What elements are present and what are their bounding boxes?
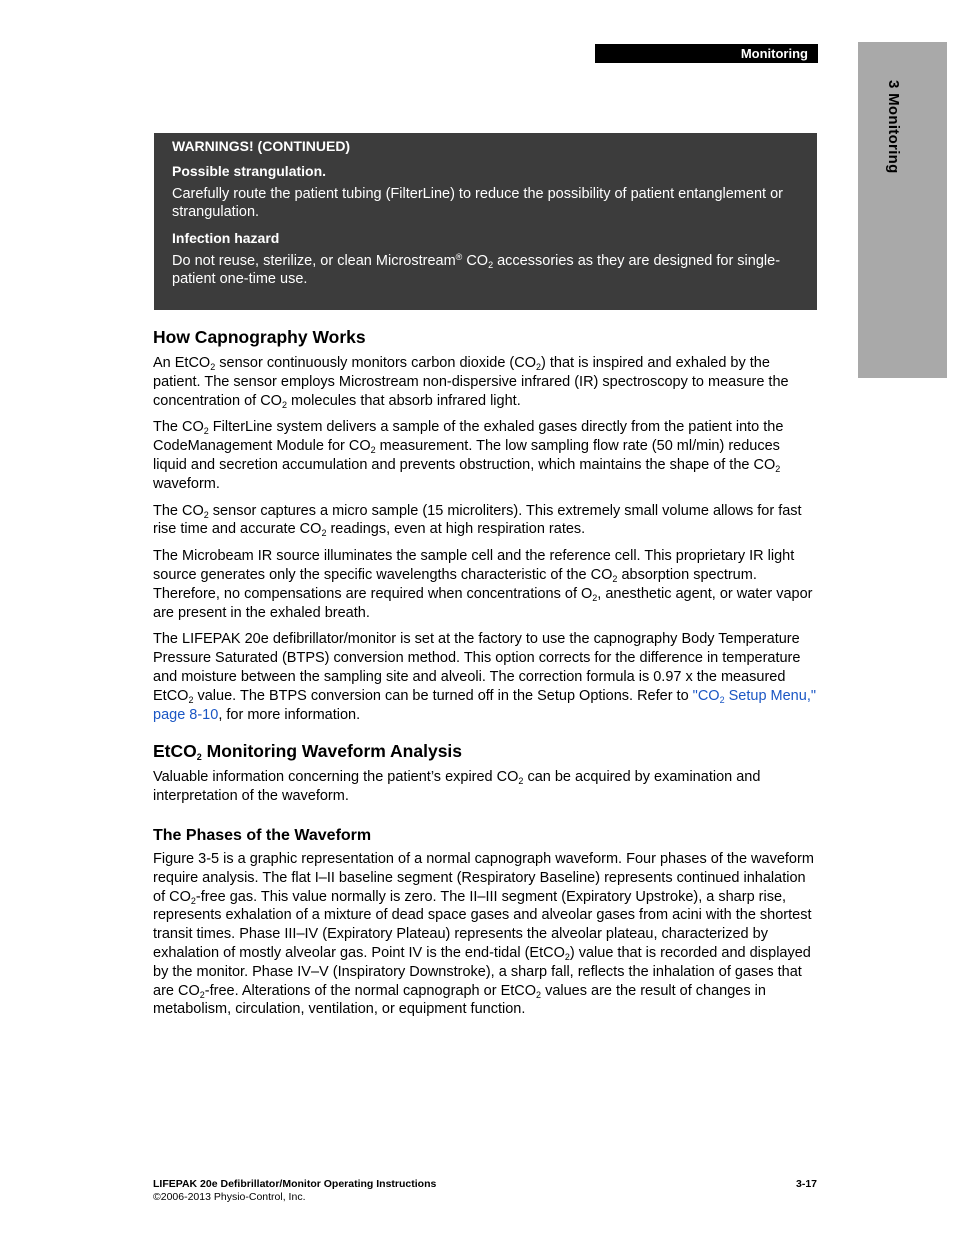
paragraph: The $CO_2$ FilterLine system delivers a sample of the exhaled gases directly from the patient into the CodeManagement Module for $CO_2$ measurement. The low sampling flow rate (50 ml/min) reduces liquid and secretion accumulation and prevents obstruction, which maintains the shape of the $CO_2$ waveform.	[153, 419, 784, 492]
paragraph: The $CO_2$ sensor captures a micro sample (15 microliters). This extremely small volume allows for fast rise time and accurate $CO_2$ readings, even at high respiration rates.	[153, 502, 802, 539]
warning-heading: WARNINGS! (CONTINUED)	[172, 138, 351, 154]
paragraph: Valuable information concerning the patient’s expired $CO_2$ can be acquired by examination and interpretation of the waveform.	[153, 769, 761, 805]
page-number: 3-17	[795, 1178, 817, 1190]
warning-item-title: Possible strangulation.	[172, 163, 327, 179]
subsection-heading: The Phases of the Waveform	[153, 826, 372, 844]
section-header-bar: Monitoring	[595, 44, 818, 63]
chapter-tab	[858, 42, 947, 378]
footer-title: LIFEPAK 20e Defibrillator/Monitor Operating Instructions	[153, 1178, 437, 1190]
chapter-tab-label: 3 Monitoring	[885, 80, 902, 174]
warning-item-title: Infection hazard	[172, 230, 280, 246]
setup-menu-link[interactable]: "$CO_2$ Setup Menu," page 8-10	[153, 687, 816, 723]
paragraph: The Microbeam IR source illuminates the sample cell and the reference cell. This proprietary IR light source generates only the specific wavelengths characteristic of the $CO_2$ absorption spectrum. Therefore, no compensations are required when concentrations of $O_2$, anesthetic agent, or water vapor are present in the exhaled breath.	[153, 548, 813, 621]
page-footer	[153, 1178, 817, 1204]
warning-item-text: Carefully route the patient tubing (FilterLine) to reduce the possibility of patient entanglement or strangulation.	[172, 186, 783, 220]
main-content	[153, 326, 817, 1027]
paragraph: Figure 3-5 is a graphic representation of a normal capnograph waveform. Four phases of the waveform require analysis. The flat I–II baseline segment (Respiratory Baseline) represents continued inhalation of $CO_2$-free gas. This value normally is zero. The II–III segment (Expiratory Upstroke), a sharp rise, represents exhalation of a mixture of dead space gases and alveolar gases from acini with the shortest transit times. Phase III–IV (Expiratory Plateau) represents the alveolar plateau, characterized by exhalation of mostly alveolar gas. Point IV is the end-tidal (EtCO$_2$) value that is recorded and displayed by the monitor. Phase IV–V (Inspiratory Downstroke), a sharp fall, reflects the inhalation of gases that are $CO_2$-free. Alterations of the normal capnograph or EtCO$_2$ values are the result of changes in metabolism, circulation, ventilation, or equipment function.	[153, 850, 814, 1018]
section-heading: How Capnography Works	[153, 327, 366, 347]
warning-item-text: Do not reuse, sterilize, or clean Microstream® $CO_2$ accessories as they are designed for single-patient one-time use.	[172, 252, 781, 287]
paragraph: An EtCO$_2$ sensor continuously monitors carbon dioxide $(CO_2)$ that is inspired and exhaled by the patient. The sensor employs Microstream non-dispersive infrared (IR) spectroscopy to measure the concentration of $CO_2$ molecules that absorb infrared light.	[153, 355, 789, 410]
warning-box	[154, 133, 817, 310]
paragraph: The LIFEPAK 20e defibrillator/monitor is set at the factory to use the capnography Body Temperature Pressure Saturated (BTPS) conversion method. This option corrects for the difference in temperature and moisture between the sampling site and alveoli. The correction formula is 0.97 x the measured EtCO$_2$ value. The BTPS conversion can be turned off in the Setup Options. Refer to "$CO_2$ Setup Menu," page 8-10, for more information.	[153, 631, 816, 723]
section-heading: EtCO$_2$ Monitoring Waveform Analysis	[153, 741, 463, 763]
footer-copyright: ©2006-2013 Physio-Control, Inc.	[153, 1191, 306, 1203]
